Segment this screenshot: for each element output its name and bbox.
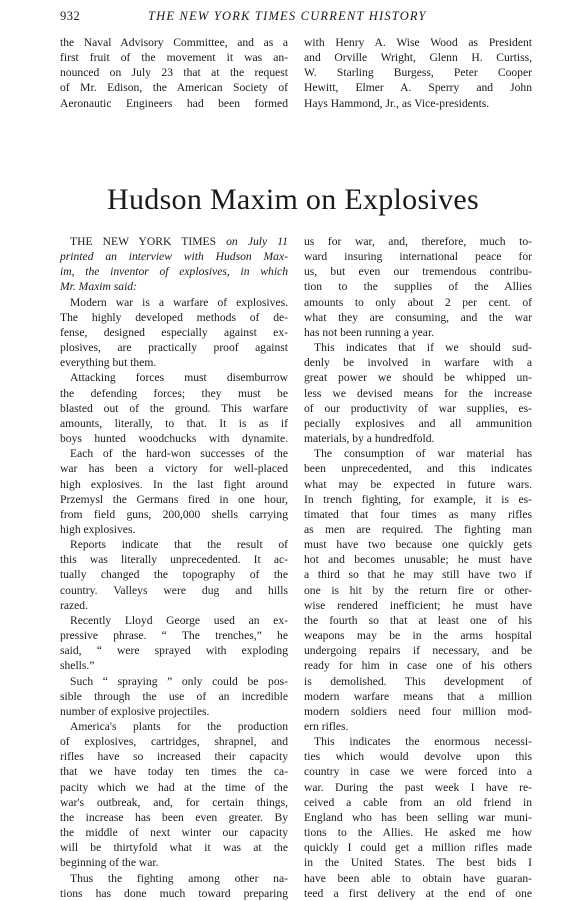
top-continuation-left-column [60,35,288,111]
text-line: Mr. Maxim said: [60,280,137,294]
text-line: undergoing repairs if necessary, and be [304,644,532,658]
text-line: war's outbreak, and, for certain things, [60,795,288,809]
text-line: us for war, and, therefore, much to- [304,235,532,248]
text-line: with Henry A. Wise Wood as President [304,36,532,49]
text-line: been unprecedented, and this indicates [304,462,532,476]
text-line: have been able to obtain have guaran- [304,871,532,885]
text-line: Hays Hammond, Jr., as Vice-presidents. [304,96,490,110]
text-line: Thus the fighting among other na- [70,871,288,885]
text-line: weapons may be in the arms hospital [304,629,532,643]
text-line: tion to the supplies of the Allies [304,280,532,294]
text-line: This indicates that if we should sud- [314,341,532,355]
text-line: as men are required. The fighting man [304,522,532,536]
text-line: this was literally unprecedented. It ac- [60,553,288,567]
text-line: in the United States. The best bids I [304,856,532,870]
text-line: pressive phrase. “ The trenches,” he [60,629,288,643]
text-line: ties which would devolve upon this [304,750,532,764]
text-line: Przemysl the Germans fired in one hour, [60,492,288,506]
text-line: a third so that he may still have two if [304,568,532,582]
text-line: the Naval Advisory Committee, and as a [60,36,288,49]
text-line: has not been running a year. [304,325,435,339]
text-line: tions has done much toward preparing [60,886,288,900]
text-line: Reports indicate that the result of [70,538,288,552]
text-line: wise rendered inefficient; he must have [304,598,532,612]
text-line: one is hit by the return fire or other- [304,583,532,597]
text-line: Recently Lloyd George used an ex- [70,613,288,627]
text-line: modern soldiers need four million mod- [304,704,532,718]
text-line: the defending forces; they must be [60,386,288,400]
text-line: plosives, are practically proof against [60,341,288,355]
text-line: Attacking forces must disemburrow [70,371,288,385]
text-line: beginning of the war. [60,856,159,870]
article-left-column [60,234,288,901]
text-line: high explosives. [60,522,136,536]
text-line: ward insuring international peace for [304,250,532,264]
page-header [60,9,526,27]
text-line: shells.” [60,659,95,673]
text-line: amounts, literally, to that. It is as if [60,416,288,430]
text-line: the fourth so that at least one of his [304,613,532,627]
text-line: pecially explosives and all ammunition [304,416,532,430]
text-line: first fruit of the movement it was an- [60,51,288,65]
text-line: war. During the past week I have re- [304,780,532,794]
text-line: materials, by a hundredfold. [304,432,435,446]
running-title: THE NEW YORK TIMES CURRENT HISTORY [148,9,427,23]
text-line: England who has been selling war muni- [304,810,532,824]
text-line: war has been a victory for well-placed [60,462,288,476]
text-line: amounts to only about 2 per cent. of [304,295,532,309]
text-line: blasted out of the ground. This warfare [60,401,288,415]
text-line: pacity which we had at the time of the [60,780,288,794]
text-line: The consumption of war material has [314,447,532,461]
text-line: sible through the use of an incredible [60,689,288,703]
text-line: THE NEW YORK TIMES on July 11 [70,235,288,248]
text-line: In trench fighting, for example, it is es- [304,492,532,506]
text-line: great power we should be whipped un- [304,371,532,385]
text-line: Hewitt, Elmer A. Sperry and John [304,81,532,95]
text-line: the middle of next winter our capacity [60,826,288,840]
text-line: tions to the Allies. He asked me how [304,826,532,840]
text-line: what may be expected in future wars. [304,477,532,491]
text-line: must have two because one quickly gets [304,538,532,552]
text-line: Modern war is a warfare of explosives. [70,295,288,309]
text-line: nounced on July 23 that at the request [60,66,288,80]
page-number: 932 [60,9,81,23]
text-line: country in case we were forced into a [304,765,532,779]
text-line: rifles have so increased their capacity [60,750,288,764]
text-line: boys hunted woodchucks with dynamite. [60,432,288,446]
text-line: This indicates the enormous necessi- [314,735,532,749]
text-line: printed an interview with Hudson Max- [60,250,288,264]
text-line: number of explosive projectiles. [60,704,210,718]
text-line: teed a first delivery at the end of one [304,886,532,900]
text-line: what they are consuming, and the war [304,310,532,324]
text-line: ready for him in case one of his others [304,659,532,673]
text-line: us, but even our tremendous contribu- [304,265,532,279]
text-line: said, “ were sprayed with exploding [60,644,288,658]
text-line: that we have today ten times the ca- [60,765,288,779]
text-line: ceived a cable from an old friend in [304,795,532,809]
text-line: is demolished. This development of [304,674,532,688]
text-line: will be thirtyfold what it was at the [60,841,288,855]
text-line: Each of the hard-won successes of the [70,447,288,461]
text-line: ern rifles. [304,720,349,733]
text-line: fense, designed especially against ex- [60,325,288,339]
article-right-column [304,234,532,901]
text-line: America's plants for the production [70,720,288,733]
text-line: razed. [60,598,88,612]
article-title: Hudson Maxim on Explosives [107,183,479,216]
text-line: of Mr. Edison, the American Society of [60,81,288,95]
text-line: hot and becomes unusable; he must have [304,553,532,567]
text-line: The highly developed methods of de- [60,310,288,324]
text-line: Such “ spraying ” only could be pos- [70,674,288,688]
text-line: tually changed the topography of the [60,568,288,582]
text-line: from field guns, 200,000 shells carrying [60,507,288,521]
text-line: and Orville Wright, Glenn H. Curtiss, [304,51,532,65]
text-line: high explosives. In the last fight around [60,477,288,491]
text-line: denly be involved in warfare with a [304,356,532,370]
text-line: of explosives, cartridges, shrapnel, and [60,735,288,749]
text-line: Aeronautic Engineers had been formed [60,96,288,110]
text-line: W. Starling Burgess, Peter Cooper [304,66,532,80]
text-line: of our productivity of war supplies, es- [304,401,532,415]
text-line: the increase has been even greater. By [60,810,288,824]
text-line: quickly I could get a million rifles made [304,841,532,855]
top-continuation-right-column [304,35,532,111]
text-line: timated that four times as many rifles [304,507,532,521]
text-line: less we devised means for the increase [304,386,532,400]
text-line: everything but them. [60,356,157,370]
text-line: country. Valleys were dug and hills [60,583,288,597]
text-line: im, the inventor of explosives, in which [60,265,288,279]
text-line: modern warfare means that a million [304,689,532,703]
